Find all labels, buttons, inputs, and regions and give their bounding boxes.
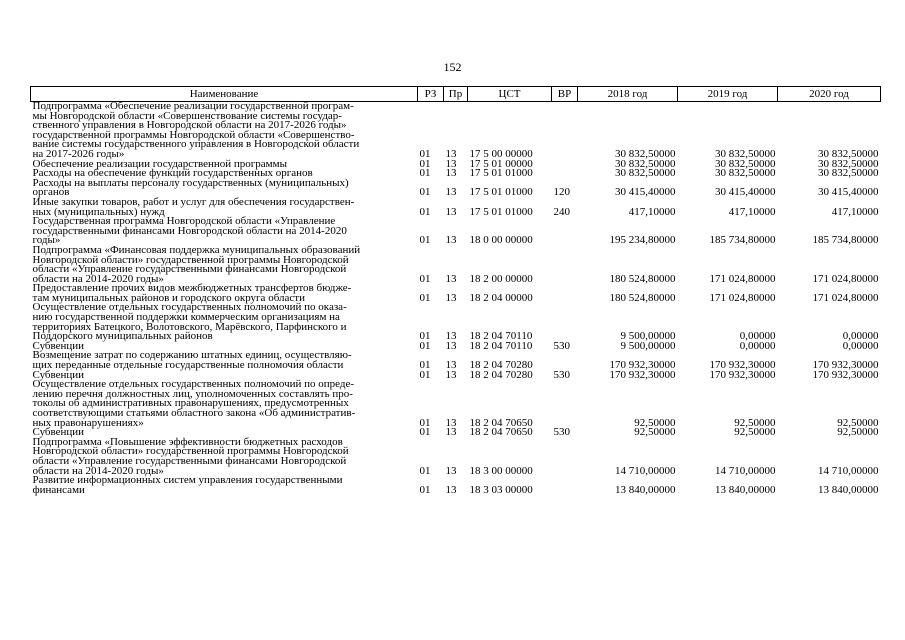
cell-cst: 18 3 00 00000: [469, 464, 533, 477]
header-cst: ЦСТ: [468, 87, 552, 102]
cell-cst: 18 0 00 00000: [469, 234, 533, 247]
cell-2020: 92,50000: [837, 416, 879, 429]
cell-2020: 30 415,40000: [818, 186, 879, 199]
name-line: государственными финансами Новгородской области на 2014-2020: [32, 224, 347, 237]
cell-rz: 01: [419, 416, 431, 429]
name-line: Предоставление прочих видов межбюджетных трансфертов бюдже-: [32, 282, 352, 295]
cell-2018: 9 500,00000: [620, 330, 676, 343]
table-row: [31, 438, 881, 476]
name-line: токолы об административных правонарушениях, предусмотренных: [32, 397, 349, 410]
cell-pr: 13: [445, 483, 457, 496]
cell-name: [31, 351, 418, 370]
name-line: области на 2014-2020 годы»: [32, 464, 164, 477]
cell-pr: 13: [445, 416, 457, 429]
name-line: Государственная программа Новгородской области «Управление: [32, 215, 336, 228]
cell-2018: 180 524,80000: [609, 291, 676, 304]
cell-vr: 530: [553, 368, 570, 381]
cell-2020: 0,00000: [842, 330, 879, 343]
name-line: годы»: [32, 234, 61, 247]
cell-name: [31, 435, 418, 477]
name-line: Субвенции: [32, 368, 85, 381]
cell-rz: 01: [419, 205, 431, 218]
cell-vr: [552, 284, 578, 303]
name-line: Иные закупки товаров, работ и услуг для обеспечения государствен-: [32, 195, 355, 208]
cell-vr: [552, 246, 578, 284]
cell-2018: 417,10000: [628, 205, 676, 218]
table-row: [31, 246, 881, 284]
table-row: [31, 351, 881, 370]
table-row: [31, 303, 881, 341]
cell-2020: 417,10000: [831, 205, 879, 218]
cell-2019: 14 710,00000: [715, 464, 776, 477]
cell-cst: 18 2 04 70110: [469, 330, 533, 343]
cell-cst: 17 5 01 01000: [469, 167, 533, 180]
cell-2020: 13 840,00000: [818, 483, 879, 496]
budget-table: [30, 86, 881, 495]
cell-2019: 92,50000: [734, 426, 776, 439]
cell-2019: 170 932,30000: [709, 359, 776, 372]
cell-rz: 01: [419, 368, 431, 381]
cell-rz: 01: [419, 426, 431, 439]
header-rz: РЗ: [418, 87, 444, 102]
cell-vr: [552, 102, 578, 160]
cell-name: [31, 303, 418, 341]
name-line: соответствующими статьями областного закона «Об административ-: [32, 407, 356, 419]
cell-pr: 13: [445, 359, 457, 372]
cell-cst: 18 3 03 00000: [469, 483, 533, 496]
cell-name: [31, 217, 418, 246]
name-line: щих переданные отдельные государственные полномочия области: [32, 359, 344, 372]
cell-cst: 18 2 04 70650: [469, 416, 533, 429]
name-line: Развитие информационных систем управления государственными: [32, 474, 343, 487]
name-line: области «Управление государственными финансами Новгородской: [32, 263, 347, 276]
name-line: Новгородской области» государственной программы Новгородской: [32, 445, 349, 458]
cell-cst: 18 2 04 70650: [469, 426, 533, 439]
cell-name: [31, 102, 418, 160]
cell-vr: [552, 160, 578, 170]
cell-vr: 530: [553, 426, 570, 439]
name-line: ных (муниципальных) нужд: [32, 205, 165, 218]
name-line: органов: [32, 186, 70, 199]
cell-vr: [552, 217, 578, 246]
cell-cst: 17 5 01 00000: [469, 157, 533, 170]
name-line: ных правонарушениях»: [32, 416, 144, 429]
name-line: на 2017-2026 годы»: [32, 147, 125, 160]
cell-2019: 30 415,40000: [715, 186, 776, 199]
cell-2020: 171 024,80000: [812, 272, 879, 285]
table-row: [31, 217, 881, 246]
cell-cst: 17 5 01 01000: [469, 205, 533, 218]
cell-vr: 530: [553, 339, 570, 352]
cell-rz: 01: [419, 272, 431, 285]
name-line: Обеспечение реализации государственной программы: [32, 157, 287, 170]
cell-pr: 13: [445, 330, 457, 343]
name-line: ственного управления в Новгородской области на 2017-2026 годы»: [32, 119, 347, 132]
cell-cst: 18 2 04 70110: [469, 339, 533, 352]
cell-2019: 30 832,50000: [715, 157, 776, 170]
cell-rz: 01: [419, 147, 431, 160]
cell-rz: 01: [419, 483, 431, 496]
cell-rz: 01: [419, 291, 431, 304]
cell-name: [31, 243, 418, 285]
name-line: Расходы на выплаты персоналу государственных (муниципальных): [32, 176, 349, 189]
cell-rz: 01: [419, 157, 431, 170]
cell-pr: 13: [445, 272, 457, 285]
cell-2019: 171 024,80000: [709, 272, 776, 285]
name-line: Подпрограмма «Финансовая поддержка муниципальных образований: [32, 243, 361, 256]
cell-2019: 13 840,00000: [715, 483, 776, 496]
name-line: лению перечня должностных лиц, уполномоченных составлять про-: [32, 387, 353, 400]
name-line: вание системы государственного управления в Новгородской области: [32, 138, 360, 151]
cell-2018: 30 832,50000: [615, 157, 676, 170]
name-line: Подпрограмма «Повышение эффективности бюджетных расходов: [32, 435, 343, 448]
cell-2018: 13 840,00000: [615, 483, 676, 496]
cell-2018: 30 832,50000: [615, 147, 676, 160]
cell-2020: 185 734,80000: [812, 234, 879, 247]
cell-2018: 170 932,30000: [609, 359, 676, 372]
cell-pr: 13: [445, 291, 457, 304]
cell-rz: 01: [419, 167, 431, 180]
table-body: [31, 102, 881, 496]
cell-2019: 171 024,80000: [709, 291, 776, 304]
cell-pr: 13: [445, 234, 457, 247]
cell-rz: 01: [419, 339, 431, 352]
cell-2018: 170 932,30000: [609, 368, 676, 381]
page-number: 152: [443, 60, 462, 74]
cell-pr: 13: [445, 426, 457, 439]
cell-vr: [552, 438, 578, 476]
name-line: области «Управление государственными финансами Новгородской: [32, 454, 347, 467]
cell-2020: 30 832,50000: [818, 157, 879, 170]
cell-2018: 9 500,00000: [620, 339, 676, 352]
cell-2019: 30 832,50000: [715, 147, 776, 160]
name-line: финансами: [32, 483, 85, 496]
name-line: Возмещение затрат по содержанию штатных единиц, осуществляю-: [32, 349, 352, 362]
header-2020: 2020 год: [778, 87, 881, 102]
header-2019: 2019 год: [678, 87, 778, 102]
cell-name: [31, 380, 418, 428]
cell-pr: 13: [445, 147, 457, 160]
cell-2018: 180 524,80000: [609, 272, 676, 285]
cell-2018: 14 710,00000: [615, 464, 676, 477]
cell-pr: 13: [445, 464, 457, 477]
cell-2018: 30 832,50000: [615, 167, 676, 180]
cell-2019: 185 734,80000: [709, 234, 776, 247]
name-line: мы Новгородской области «Совершенствование системы государ-: [32, 109, 342, 122]
cell-vr: [552, 476, 578, 495]
header-pr: Пр: [444, 87, 468, 102]
name-line: территориях Батецкого, Волотовского, Марёвского, Парфинского и: [32, 320, 347, 333]
cell-rz: 01: [419, 330, 431, 343]
name-line: Новгородской области» государственной программы Новгородской: [32, 253, 349, 266]
cell-cst: 18 2 04 70280: [469, 368, 533, 381]
cell-2019: 0,00000: [739, 330, 776, 343]
cell-2020: 0,00000: [842, 339, 879, 352]
name-line: Подпрограмма «Обеспечение реализации государственной програм-: [32, 100, 354, 112]
cell-2020: 14 710,00000: [818, 464, 879, 477]
name-line: области на 2014-2020 годы»: [32, 272, 164, 285]
cell-2018: 30 415,40000: [615, 186, 676, 199]
cell-2019: 92,50000: [734, 416, 776, 429]
cell-cst: 17 5 00 00000: [469, 147, 533, 160]
cell-vr: [552, 303, 578, 341]
cell-vr: [552, 380, 578, 428]
cell-vr: [552, 351, 578, 370]
cell-2020: 170 932,30000: [812, 359, 879, 372]
name-line: Осуществление отдельных государственных полномочий по опреде-: [32, 378, 355, 391]
cell-2020: 30 832,50000: [818, 147, 879, 160]
name-line: Поддорского муниципальных районов: [32, 330, 213, 343]
cell-cst: 17 5 01 01000: [469, 186, 533, 199]
name-line: Субвенции: [32, 426, 85, 439]
cell-name: [31, 476, 418, 495]
cell-vr: 120: [553, 186, 570, 199]
cell-vr: [552, 169, 578, 179]
table-row: [31, 476, 881, 495]
table-row: [31, 380, 881, 428]
cell-rz: 01: [419, 186, 431, 199]
cell-2019: 170 932,30000: [709, 368, 776, 381]
cell-2020: 92,50000: [837, 426, 879, 439]
table-row: [31, 102, 881, 160]
header-name: Наименование: [31, 87, 418, 102]
cell-cst: 18 2 04 00000: [469, 291, 533, 304]
name-line: Осуществление отдельных государственных полномочий по оказа-: [32, 301, 347, 314]
name-line: нию государственной поддержки коммерческим организациям на: [32, 311, 340, 324]
name-line: Субвенции: [32, 339, 85, 352]
cell-2020: 170 932,30000: [812, 368, 879, 381]
cell-pr: 13: [445, 186, 457, 199]
cell-pr: 13: [445, 167, 457, 180]
cell-2019: 0,00000: [739, 339, 776, 352]
cell-2019: 417,10000: [728, 205, 776, 218]
cell-rz: 01: [419, 464, 431, 477]
cell-pr: 13: [445, 157, 457, 170]
cell-2020: 171 024,80000: [812, 291, 879, 304]
cell-2019: 30 832,50000: [715, 167, 776, 180]
header-vr: ВР: [552, 87, 578, 102]
cell-pr: 13: [445, 339, 457, 352]
header-2018: 2018 год: [578, 87, 678, 102]
name-line: там муниципальных районов и городского округа области: [32, 291, 305, 304]
cell-vr: 240: [553, 205, 570, 218]
name-line: государственной программы Новгородской области «Совершенство-: [32, 128, 355, 141]
cell-2018: 92,50000: [634, 426, 676, 439]
cell-2020: 30 832,50000: [818, 167, 879, 180]
cell-rz: 01: [419, 234, 431, 247]
cell-cst: 18 2 00 00000: [469, 272, 533, 285]
cell-rz: 01: [419, 359, 431, 372]
name-line: Расходы на обеспечение функций государственных органов: [32, 167, 313, 180]
cell-cst: 18 2 04 70280: [469, 359, 533, 372]
cell-2018: 92,50000: [634, 416, 676, 429]
cell-2018: 195 234,80000: [609, 234, 676, 247]
cell-pr: 13: [445, 368, 457, 381]
cell-pr: 13: [445, 205, 457, 218]
